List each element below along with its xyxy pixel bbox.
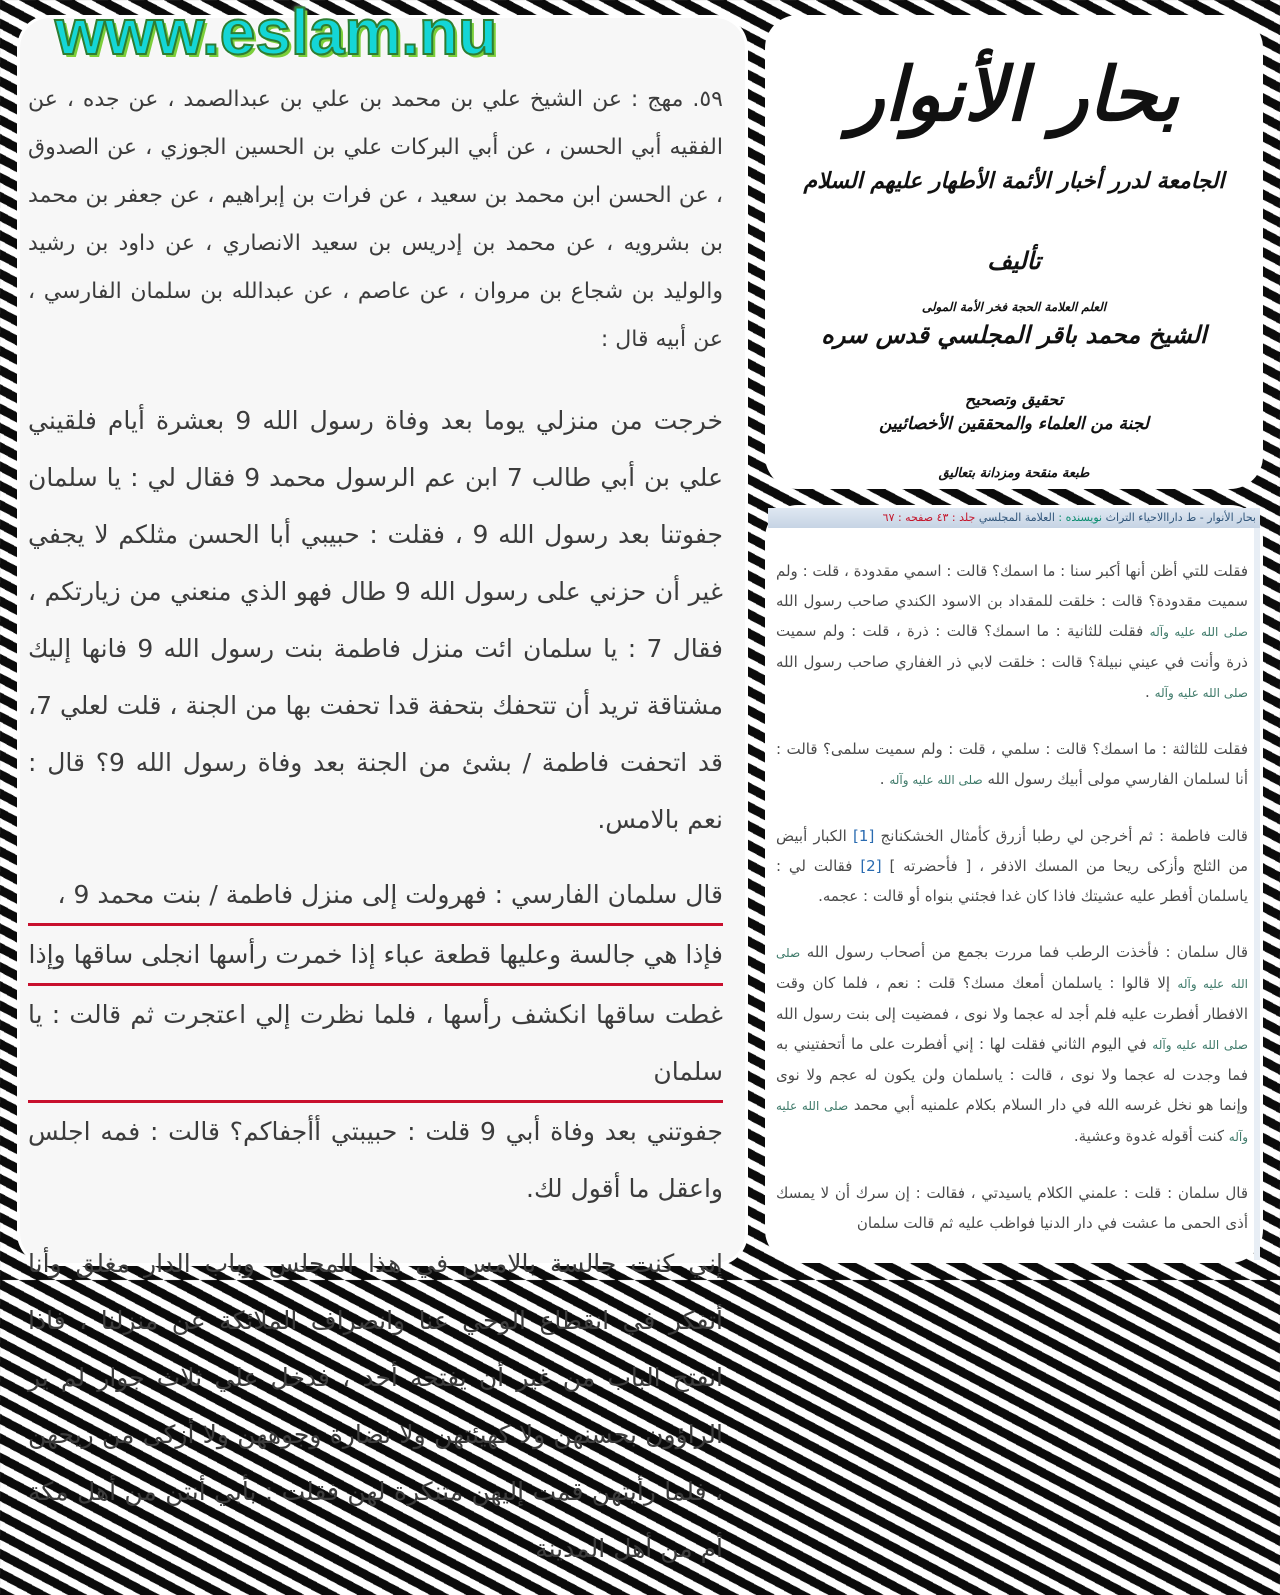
author-epithet: العلم العلامة الحجة فخر الأمة المولى — [921, 300, 1107, 314]
footnote-link-1[interactable]: [1] — [853, 827, 875, 845]
header-page-label: صفحه : — [897, 511, 934, 524]
header-volume: ٤٣ — [936, 511, 949, 524]
text-span: في اليوم الثاني فقلت لها : إني أفطرت على ما أتحفتيني به فما وجدت له عجما ولا نوى ، قالت : ياسلمان ولن يكون له عجم ولا نوى وإنما هو نخل غرسه الله في دار السلام بكلام علمنيه أبي محمد — [776, 1035, 1248, 1114]
watermark-url: www.eslam.nu — [55, 0, 498, 68]
authorship-label: تأليف — [987, 246, 1041, 275]
title-page — [768, 18, 1260, 486]
text-span: فقلت للثانية : ما اسمك؟ قالت : ذرة ، قلت : ولم سميت ذرة وأنت في عيني نبيلة؟ قالت : خلقت لابي ذر الغفاري صاحب رسول الله — [776, 622, 1248, 671]
text-span: إلا قالوا : ياسلمان أمعك مسك؟ قلت : نعم ، فلما كان وقت الافطار أفطرت عليه فلم أجد له عجما ولا نوى ، فمضيت إلى بنت رسول الله — [776, 974, 1248, 1023]
title-page-panel — [768, 18, 1260, 486]
text-span: الكبار أبيض من الثلج وأزكى ريحا من المسك الاذفر ، [ فأحضرته ] — [776, 827, 1249, 875]
left-page-panel — [20, 18, 745, 1563]
book-title: بحار الأنوار — [848, 52, 1180, 138]
right-paragraph-1 — [776, 556, 1248, 708]
author-name: الشيخ محمد باقر المجلسي قدس سره — [821, 320, 1207, 349]
text-span: فقلت للتي أظن أنها أكبر سنا : ما اسمك؟ قالت : اسمي مقدودة ، قلت : ولم سميت مقدودة؟ قالت : خلقت للمقداد بن الاسود الكندي صاحب رسول الله — [776, 562, 1248, 610]
page-header-bar — [768, 508, 1260, 528]
salawat-glyph: صلى الله عليه وآله — [1149, 625, 1248, 639]
hadith-chain: ٥٩. مهج : عن الشيخ علي بن محمد بن علي بن عبدالصمد ، عن جده ، عن الفقيه أبي الحسن ، عن أبي البركات علي بن الحسين الجوزي ، عن الصدوق ، عن الحسن ابن محمد بن سعيد ، عن فرات بن إبراهيم ، عن جعفر بن محمد بن بشرويه ، عن محمد بن إدريس بن سعيد الانصاري ، عن داود بن رشيد والوليد بن شجاع بن مروان ، عن عاصم ، عن عبدالله بن سلمان الفارسي ، عن أبيه قال : — [28, 87, 723, 352]
text-span: قال سلمان : فأخذت الرطب فما مررت بجمع من أصحاب رسول الله — [806, 943, 1248, 961]
left-paragraph-3: إني كنت جالسة بالامس في هذا المجلس وباب الدار مغلق وأنا أتفكر في انقطاع الوحي عنا وانصراف الملائكة عن منزلنا ، فاذا انفتح الباب من غير أن يفتحه أحد ، فدخل علي ثلاث جوار لم ير الراؤون بحسنهن ولا كهيئتهن ولا نضارة وجوههن ولا أزكى من ريحهن ، فلما رأيتهن قمت إليهن متنكرة لهن فقلت : بأبي أنتن من أهل مكة أم من أهل المدينة — [28, 1249, 723, 1563]
editing-committee: لجنة من العلماء والمحققين الأخصائيين — [879, 414, 1149, 434]
left-paragraph-1: خرجت من منزلي يوما بعد وفاة رسول الله 9 بعشرة أيام فلقيني علي بن أبي طالب 7 ابن عم الرسول محمد 9 فقال لي : يا سلمان جفوتنا بعد رسول الله 9 ، فقلت : حبيبي أبا الحسن مثلكم لا يجفي غير أن حزني على رسول الله 9 طال فهو الذي منعني من زيارتكم ، فقال 7 : يا سلمان ائت منزل فاطمة بنت رسول الله 9 فانها إليك مشتاقة تريد أن تتحفك بتحفة قدا تحفت بها من الجنة ، قلت لعلي 7، قد اتحفت فاطمة / بشئ من الجنة بعد وفاة رسول الله 9؟ قال : نعم بالامس. — [28, 406, 724, 834]
text-span: قالت فاطمة : ثم أخرجن لي رطبا أزرق كأمثال الخشكنانج — [880, 827, 1248, 845]
salawat-glyph: صلى الله عليه وآله — [776, 946, 1248, 991]
salawat-glyph: صلى الله عليه وآله — [889, 773, 983, 787]
salawat-glyph: صلى الله عليه وآله — [776, 1099, 1248, 1144]
text-span: كنت أقوله غدوة وعشية. — [1073, 1127, 1224, 1145]
text-span: . — [879, 770, 885, 788]
scrollbar-track[interactable] — [1254, 528, 1260, 1260]
left-paragraph-2: جفوتني بعد وفاة أبي 9 قلت : حبيبتي أأجفاكم؟ قالت : فمه اجلس واعقل ما أقول لك. — [28, 1117, 724, 1203]
text-span: فقالت لي : ياسلمان أفطر عليه عشيتك فاذا كان غدا فجئني بنواه أو قالت : عجمه. — [776, 857, 1248, 905]
header-book-name[interactable]: بحار الأنوار - ط داراالاحياء التراث — [1105, 511, 1256, 524]
underlined-line-1: قال سلمان الفارسي : فهرولت إلى منزل فاطمة / بنت محمد 9 ، — [28, 866, 723, 926]
header-author-label: نویسنده : — [1058, 511, 1103, 524]
text-span: فقلت للثالثة : ما اسمك؟ قالت : سلمي ، قلت : ولم سميت سلمى؟ قالت : أنا لسلمان الفارسي مولى أبيك رسول الله — [776, 740, 1248, 788]
right-paragraph-3 — [776, 821, 1248, 911]
underlined-passage — [28, 866, 723, 1103]
edition-note: طبعة منقحة ومزدانة بتعاليق — [938, 466, 1090, 481]
right-page-text — [776, 556, 1248, 1264]
underlined-line-3: غطت ساقها انكشف رأسها ، فلما نظرت إلي اعتجرت ثم قالت : يا سلمان — [28, 986, 723, 1103]
right-paragraph-5: قال سلمان : قلت : علمني الكلام ياسيدتي ، فقالت : إن سرك أن لا يمسك أذى الحمى ما عشت في دار الدنيا فواظب عليه ثم قالت سلمان — [776, 1184, 1248, 1232]
underlined-line-2: فإذا هي جالسة وعليها قطعة عباء إذا خمرت رأسها انجلى ساقها وإذا — [28, 926, 723, 986]
right-paragraph-2 — [776, 734, 1248, 795]
tahqiq-label: تحقيق وتصحيح — [964, 390, 1064, 409]
header-page: ٦٧ — [882, 511, 895, 524]
footnote-link-2[interactable]: [2] — [860, 857, 882, 875]
header-volume-label: جلد : — [951, 511, 976, 524]
left-page-text — [28, 76, 723, 1595]
salawat-glyph: صلى الله عليه وآله — [1152, 1038, 1248, 1052]
right-paragraph-4 — [776, 937, 1248, 1152]
book-subtitle: الجامعة لدرر أخبار الأئمة الأطهار عليهم السلام — [803, 168, 1225, 194]
salawat-glyph: صلى الله عليه وآله — [1154, 686, 1248, 700]
header-author[interactable]: العلامة المجلسي — [978, 511, 1055, 524]
right-page-panel — [768, 508, 1260, 1260]
text-span: . — [1145, 683, 1150, 701]
